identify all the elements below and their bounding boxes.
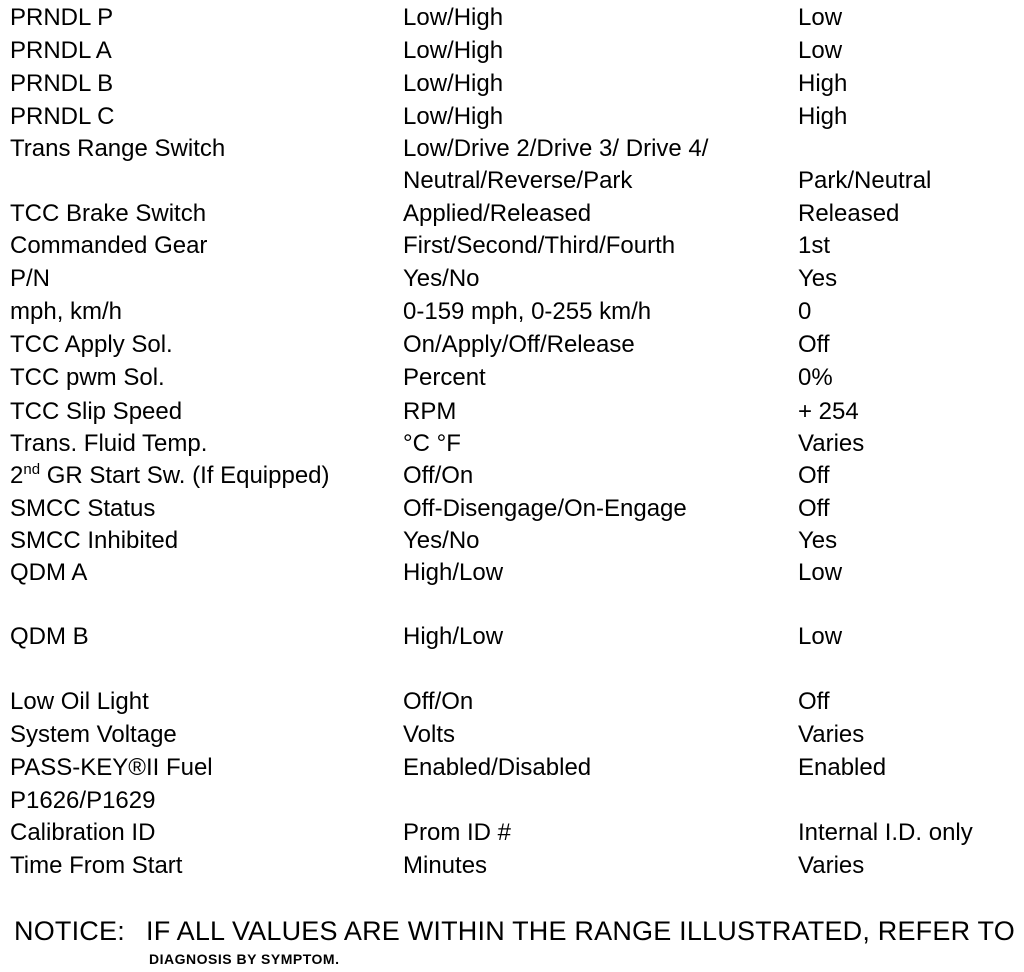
typical-value: Yes: [798, 265, 838, 292]
table-row: [0, 164, 1024, 197]
parameter-range: Off-Disengage/On-Engage: [403, 495, 687, 522]
table-row: [0, 427, 1024, 460]
parameter-range: Low/High: [403, 37, 504, 64]
parameter-name: Commanded Gear: [10, 232, 208, 259]
typical-value: Internal I.D. only: [798, 819, 973, 846]
typical-value: 0: [798, 298, 812, 325]
parameter-name: Time From Start: [10, 852, 183, 879]
parameter-name: Calibration ID: [10, 819, 156, 846]
parameter-range: High/Low: [403, 559, 504, 586]
table-row: [0, 34, 1024, 67]
parameter-name: QDM A: [10, 559, 88, 586]
notice-label: NOTICE:: [14, 916, 125, 946]
table-row: [0, 197, 1024, 230]
table-row: [0, 751, 1024, 784]
parameter-name: SMCC Status: [10, 495, 156, 522]
typical-value: Released: [798, 200, 900, 227]
notice-text: [14, 914, 1015, 948]
typical-value: High: [798, 70, 848, 97]
parameter-range: Low/High: [403, 4, 504, 31]
typical-value: Enabled: [798, 754, 887, 781]
typical-value: Varies: [798, 721, 865, 748]
typical-value: Varies: [798, 430, 865, 457]
parameter-range: First/Second/Third/Fourth: [403, 232, 676, 259]
table-row: [0, 620, 1024, 653]
parameter-range: 0-159 mph, 0-255 km/h: [403, 298, 652, 325]
parameter-name: PRNDL P: [10, 4, 114, 31]
notice-line-2: DIAGNOSIS BY SYMPTOM.: [149, 951, 340, 967]
parameter-range: High/Low: [403, 623, 504, 650]
parameter-name: TCC Slip Speed: [10, 398, 183, 425]
parameter-range: Percent: [403, 364, 486, 391]
table-row: [0, 524, 1024, 557]
typical-value: Off: [798, 331, 830, 358]
parameter-range: Minutes: [403, 852, 488, 879]
parameter-name: QDM B: [10, 623, 89, 650]
parameter-range: Applied/Released: [403, 200, 592, 227]
typical-value: Off: [798, 495, 830, 522]
table-row: [0, 361, 1024, 394]
parameter-range: Low/Drive 2/Drive 3/ Drive 4/: [403, 135, 709, 162]
parameter-range: Prom ID #: [403, 819, 512, 846]
parameter-range: Yes/No: [403, 265, 480, 292]
parameter-name: SMCC Inhibited: [10, 527, 179, 554]
parameter-name: TCC pwm Sol.: [10, 364, 165, 391]
parameter-range: Low/High: [403, 70, 504, 97]
typical-value: Low: [798, 559, 843, 586]
parameter-name: P1626/P1629: [10, 787, 156, 814]
parameter-name: TCC Brake Switch: [10, 200, 207, 227]
table-row: [0, 816, 1024, 849]
typical-value: 1st: [798, 232, 831, 259]
parameter-name: PASS-KEY®II Fuel: [10, 754, 213, 781]
parameter-range: Yes/No: [403, 527, 480, 554]
typical-value: Low: [798, 37, 843, 64]
typical-value: Low: [798, 623, 843, 650]
parameter-name: 2nd GR Start Sw. (If Equipped): [10, 461, 330, 489]
table-row: [0, 492, 1024, 525]
parameter-range: RPM: [403, 398, 457, 425]
table-row: [0, 100, 1024, 133]
parameter-name: PRNDL A: [10, 37, 112, 64]
parameter-name: TCC Apply Sol.: [10, 331, 173, 358]
typical-value: Varies: [798, 852, 865, 879]
typical-value: Park/Neutral: [798, 167, 932, 194]
parameter-name: Trans. Fluid Temp.: [10, 430, 208, 457]
typical-value: High: [798, 103, 848, 130]
table-row: [0, 784, 1024, 817]
parameter-name: Low Oil Light: [10, 688, 149, 715]
typical-value: Off: [798, 462, 830, 489]
table-row: [0, 718, 1024, 751]
parameter-range: Neutral/Reverse/Park: [403, 167, 633, 194]
typical-value: Yes: [798, 527, 838, 554]
table-row: [0, 459, 1024, 492]
table-row: [0, 262, 1024, 295]
table-row: [0, 1, 1024, 34]
parameter-name: PRNDL B: [10, 70, 114, 97]
parameter-range: Enabled/Disabled: [403, 754, 592, 781]
typical-value: 0%: [798, 364, 833, 391]
parameter-range: Low/High: [403, 103, 504, 130]
table-row: [0, 229, 1024, 262]
typical-value: + 254: [798, 398, 859, 425]
parameter-name: P/N: [10, 265, 51, 292]
parameter-range: On/Apply/Off/Release: [403, 331, 635, 358]
parameter-name: PRNDL C: [10, 103, 115, 130]
table-row: [0, 132, 1024, 165]
notice-line-1: IF ALL VALUES ARE WITHIN THE RANGE ILLUSTRATED, REFER TO: [146, 916, 1015, 946]
table-row: [0, 328, 1024, 361]
parameter-range: °C °F: [403, 430, 461, 457]
table-row: [0, 556, 1024, 589]
typical-value: Off: [798, 688, 830, 715]
table-row: [0, 685, 1024, 718]
table-row: [0, 849, 1024, 882]
parameter-range: Off/On: [403, 688, 474, 715]
table-row: [0, 295, 1024, 328]
parameter-name: mph, km/h: [10, 298, 123, 325]
table-row: [0, 395, 1024, 428]
typical-value: Low: [798, 4, 843, 31]
parameter-name: Trans Range Switch: [10, 135, 226, 162]
parameter-name: System Voltage: [10, 721, 177, 748]
parameter-range: Off/On: [403, 462, 474, 489]
parameter-range: Volts: [403, 721, 456, 748]
table-row: [0, 67, 1024, 100]
